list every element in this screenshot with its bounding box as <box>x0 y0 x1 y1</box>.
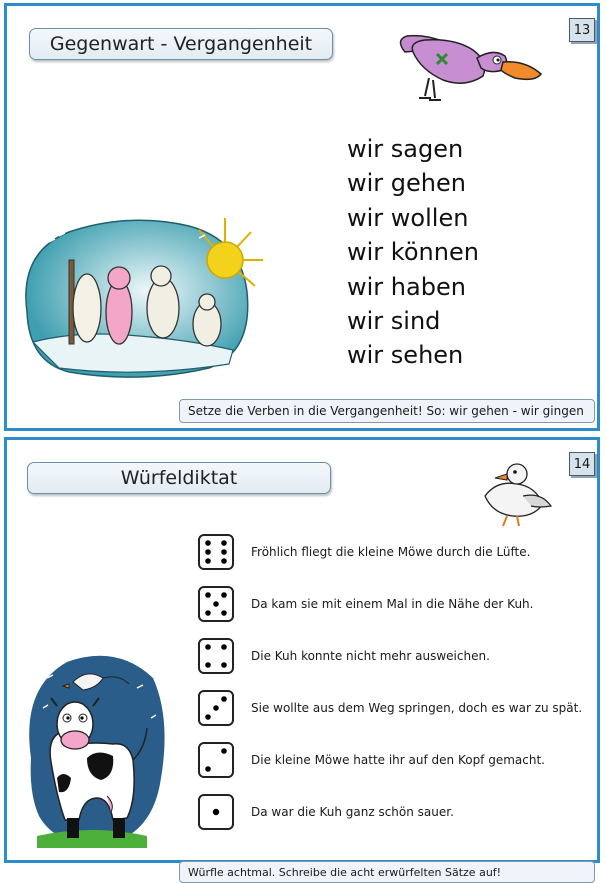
sentence-text: Die kleine Möwe hatte ihr auf den Kopf gemacht. <box>251 752 545 767</box>
vulture-icon <box>385 22 553 104</box>
dice-sentence-list <box>197 526 582 838</box>
list-item <box>197 630 582 681</box>
verb-item: wir haben <box>347 272 466 301</box>
dice-icon <box>197 741 235 779</box>
list-item <box>197 682 582 733</box>
dice-icon <box>197 689 235 727</box>
dice-icon <box>197 533 235 571</box>
card-title: Würfeldiktat <box>27 462 331 494</box>
instruction-box: Setze die Verben in die Vergangenheit! So: wir gehen - wir gingen <box>179 399 595 423</box>
verb-item: wir gehen <box>347 169 466 198</box>
penguins-ice-floe-illustration <box>19 212 269 384</box>
card-title: Gegenwart - Vergangenheit <box>29 28 333 60</box>
sentence-text: Fröhlich fliegt die kleine Möwe durch die Lüfte. <box>251 544 531 559</box>
list-item <box>197 526 582 577</box>
verb-item: wir sind <box>347 307 441 336</box>
cow-seagull-illustration <box>17 648 167 854</box>
instruction-box: Würfle achtmal. Schreibe die acht erwürfelten Sätze auf! <box>179 861 595 883</box>
card-14 <box>4 437 600 879</box>
sentence-text: Da war die Kuh ganz schön sauer. <box>251 804 454 819</box>
list-item <box>197 734 582 785</box>
page-number-badge: 14 <box>569 452 595 476</box>
dice-icon <box>197 585 235 623</box>
page-number-badge: 13 <box>569 18 595 42</box>
verb-list <box>347 132 479 373</box>
seagull-icon <box>477 456 555 528</box>
dice-icon <box>197 637 235 675</box>
list-item <box>197 578 582 629</box>
dice-icon <box>197 793 235 831</box>
verb-item: wir wollen <box>347 203 469 232</box>
sentence-text: Sie wollte aus dem Weg springen, doch es war zu spät. <box>251 700 583 715</box>
verb-item: wir können <box>347 238 479 267</box>
verb-item: wir sehen <box>347 341 464 370</box>
sentence-text: Da kam sie mit einem Mal in die Nähe der Kuh. <box>251 596 534 611</box>
list-item <box>197 786 582 837</box>
verb-item: wir sagen <box>347 135 464 163</box>
sentence-text: Die Kuh konnte nicht mehr ausweichen. <box>251 648 490 663</box>
card-13 <box>4 3 600 431</box>
